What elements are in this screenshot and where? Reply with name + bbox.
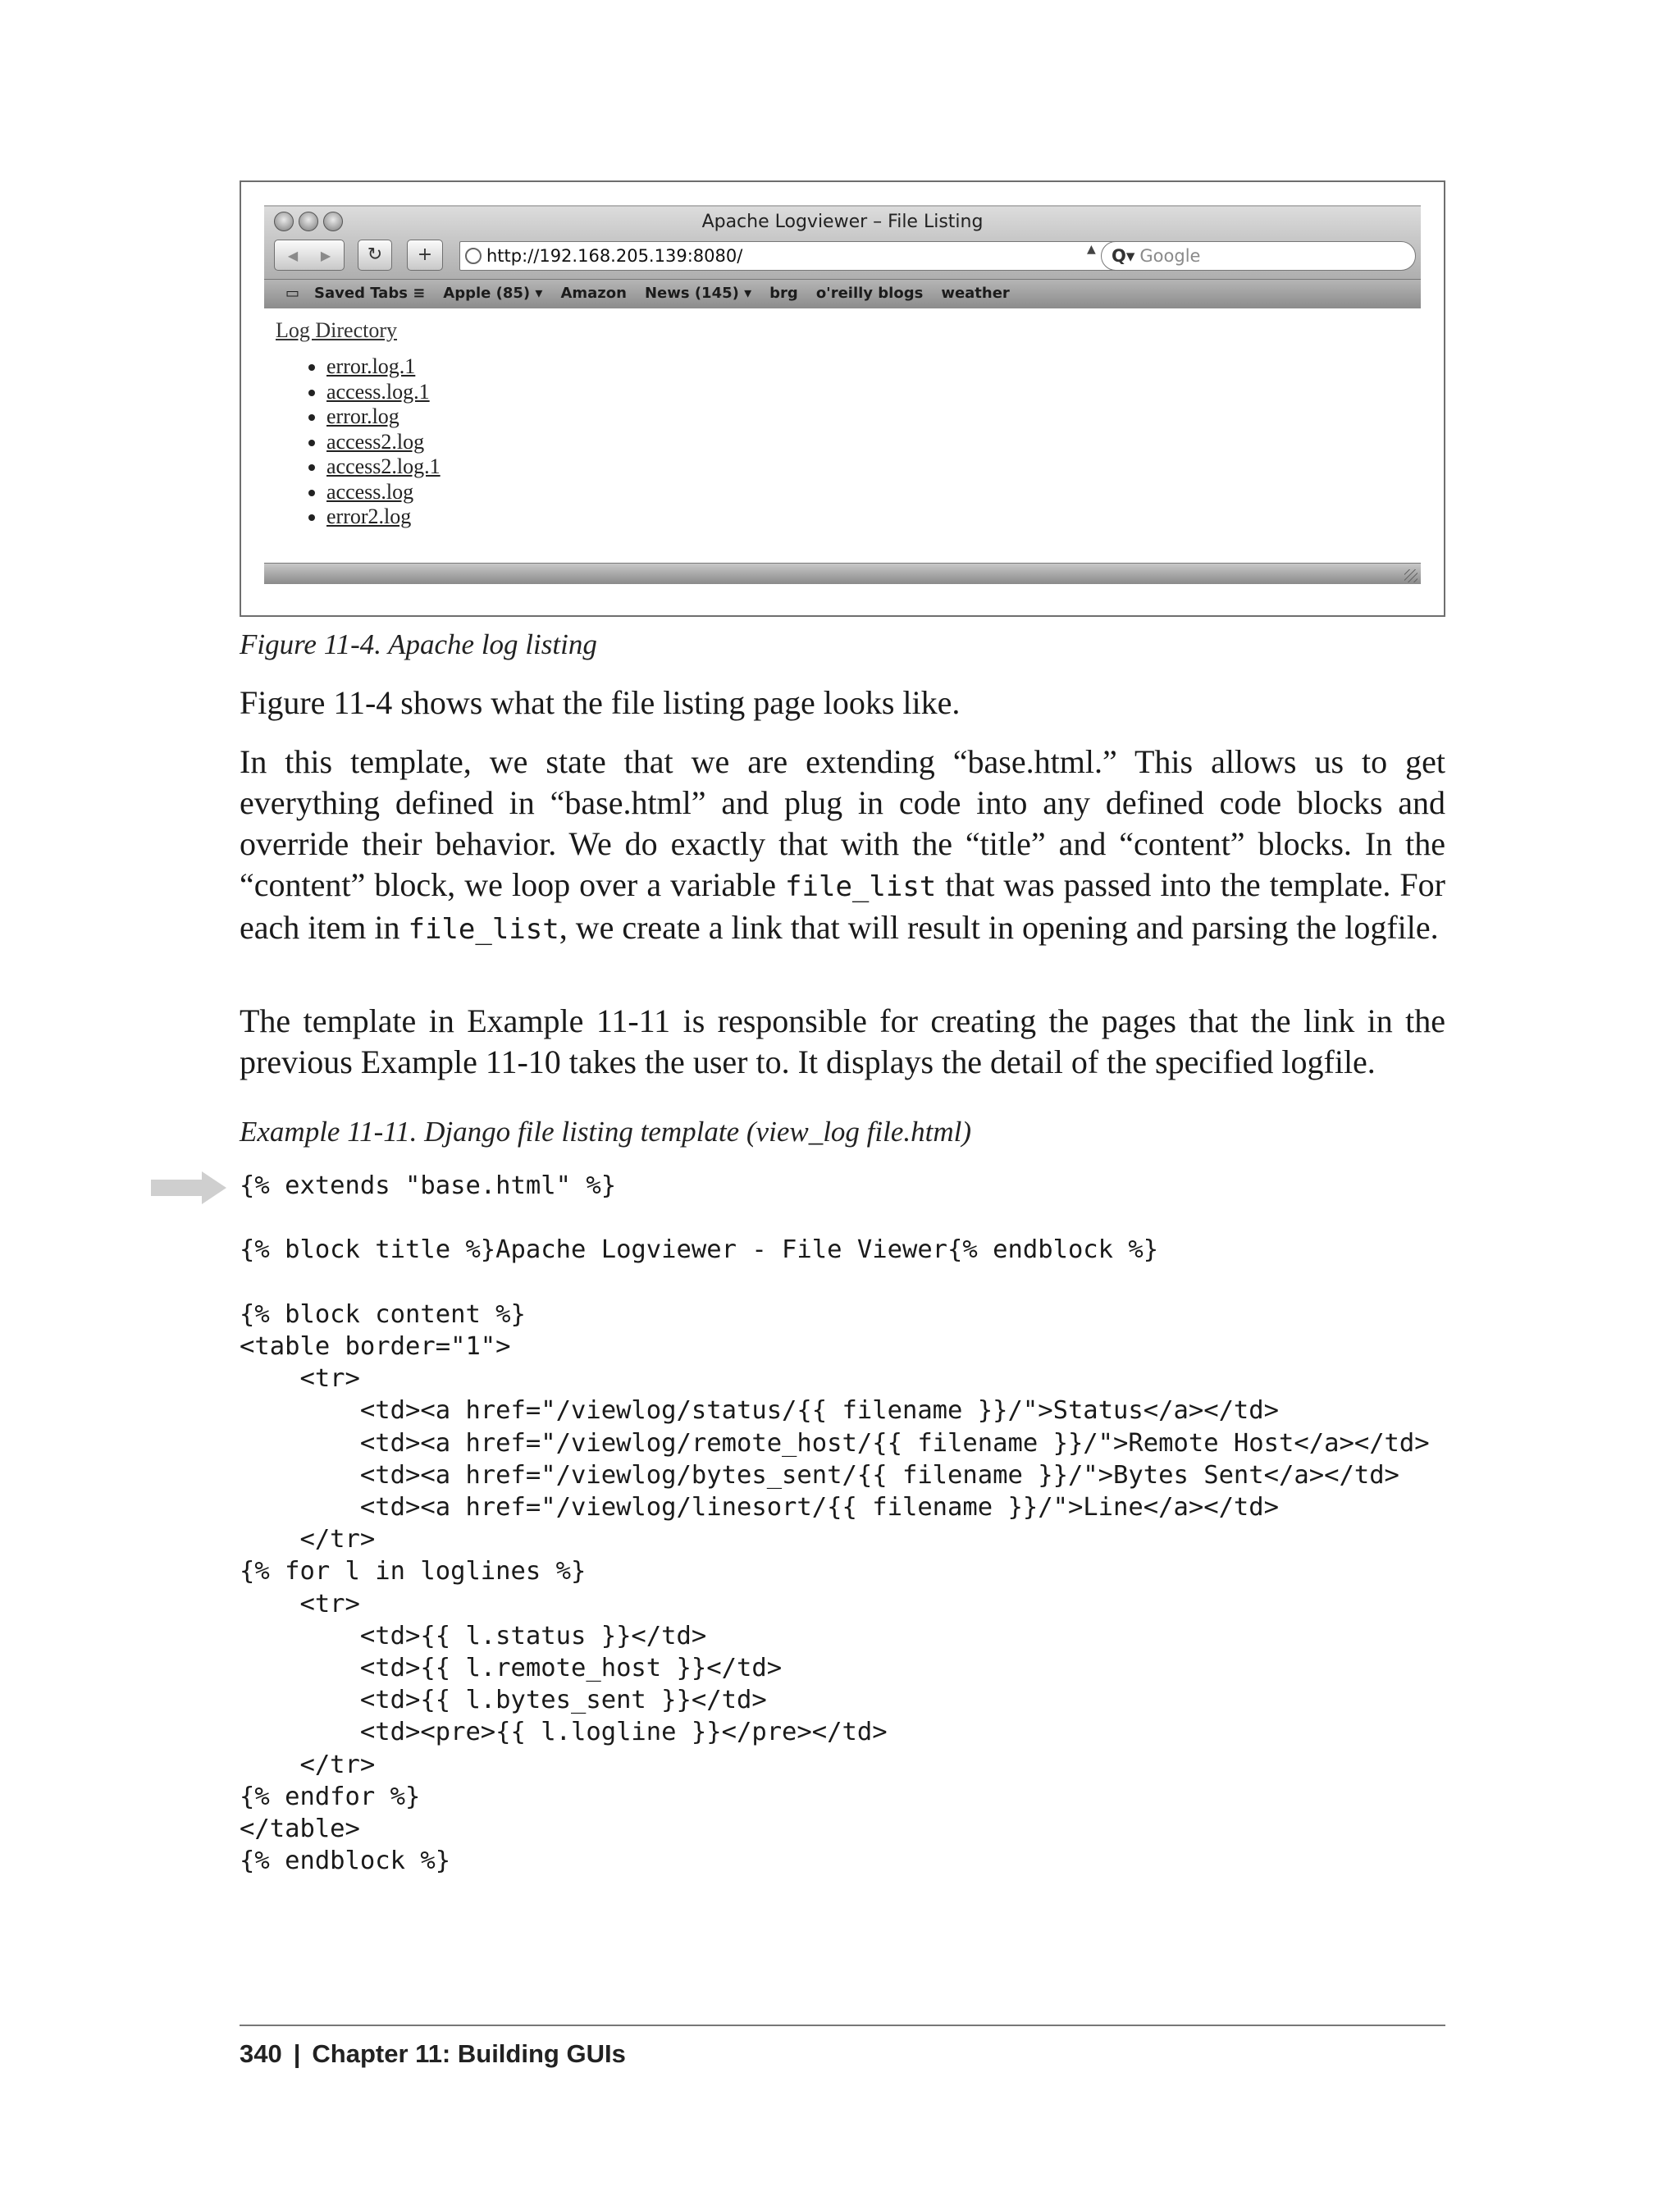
bookmark-item[interactable]: weather (941, 285, 1010, 302)
browser-titlebar (264, 205, 1421, 308)
list-item (326, 354, 441, 380)
back-arrow-icon[interactable]: ◀ (287, 248, 299, 263)
inline-code: file_list (785, 870, 937, 903)
reload-button[interactable] (358, 240, 392, 271)
file-link[interactable]: access2.log (326, 429, 425, 454)
file-link[interactable]: error.log (326, 404, 399, 428)
list-item (326, 454, 441, 480)
bookmark-item[interactable]: o'reilly blogs (815, 285, 924, 302)
footer-rule (240, 2025, 1445, 2026)
page-number: 340 (240, 2039, 282, 2068)
list-item (326, 430, 441, 455)
list-item (326, 480, 441, 505)
arrow-right-icon (151, 1171, 226, 1204)
code-listing: {% extends "base.html" %} {% block title %}Apache Logviewer - File Viewer{% endblock %} {% block content %} <table border="1"> <tr> <td><a href="/viewlog/status/{{ filename }}/">Status</a></td> <td><a href="/viewlog/remote_host/{{ filename }}/">Remote Host</a></td> <td><a href="/viewlog/bytes_sent/{{ filename }}/">Bytes Sent</a></td> <td><a href="/viewlog/linesort/{{ filename }}/">Line</a></td> </tr> {% for l in loglines %} <tr> <td>{{ l.status }}</td> <td>{{ l.remote_host }}</td> <td>{{ l.bytes_sent }}</td> <td><pre>{{ l.logline }}</pre></td> </tr> {% endfor %} </table> {% endblock %} (240, 1171, 1430, 1876)
plus-icon: + (417, 244, 433, 265)
forward-arrow-icon[interactable]: ▶ (320, 248, 331, 263)
bookmark-item[interactable]: News (145) ▾ (644, 285, 752, 302)
list-item (326, 380, 441, 405)
bookmark-item[interactable]: Saved Tabs ≡ (314, 285, 426, 302)
figure-caption: Figure 11-4. Apache log listing (240, 628, 597, 660)
page-title-link[interactable]: Log Directory (276, 318, 398, 342)
figure-frame (240, 180, 1445, 617)
file-link[interactable]: error2.log (326, 504, 412, 528)
search-input[interactable] (1101, 241, 1416, 271)
paragraph-3: The template in Example 11-11 is responsible for creating the pages that the link in the previous Example 11-10 takes the user to. It displays the detail of the specified logfile. (240, 1002, 1445, 1080)
list-item (326, 404, 441, 430)
globe-icon (465, 248, 482, 264)
file-link[interactable]: access2.log.1 (326, 454, 441, 478)
book-icon[interactable]: ▭ (285, 285, 300, 302)
browser-page-content (264, 308, 1421, 563)
reload-icon: ↻ (367, 244, 383, 265)
page-footer (240, 2039, 626, 2069)
chevron-up-icon[interactable]: ▲ (1087, 243, 1096, 256)
paragraph-2 (240, 742, 1445, 950)
paragraph-1: Figure 11-4 shows what the file listing page looks like. (240, 684, 961, 721)
file-list (305, 354, 441, 530)
bookmark-item[interactable]: brg (769, 285, 798, 302)
back-forward-buttons[interactable] (274, 240, 345, 271)
search-placeholder: Google (1139, 246, 1201, 266)
footer-separator: | (293, 2039, 301, 2068)
example-title: Example 11-11. Django file listing template (view_log file.html) (240, 1116, 972, 1148)
inline-code: file_list (408, 913, 559, 946)
browser-window (264, 205, 1421, 607)
file-link[interactable]: access.log.1 (326, 379, 430, 404)
bookmarks-bar (264, 279, 1421, 308)
list-item (326, 504, 441, 530)
bookmark-item[interactable]: Amazon (560, 285, 627, 302)
search-icon: Q▾ (1112, 246, 1135, 266)
window-title: Apache Logviewer – File Listing (701, 212, 984, 232)
bookmark-item[interactable]: Apple (85) ▾ (443, 285, 543, 302)
paragraph-2-text: , we create a link that will result in opening and parsing the logfile. (559, 909, 1439, 946)
paragraph-2-text: that was passed into the template. For each item in (240, 866, 1446, 946)
add-bookmark-button[interactable] (407, 240, 443, 271)
file-link[interactable]: error.log.1 (326, 354, 416, 378)
file-link[interactable]: access.log (326, 479, 414, 504)
url-text: http://192.168.205.139:8080/ (486, 246, 743, 266)
resize-grip-icon[interactable] (1404, 569, 1418, 582)
paragraph-2-text: In this template, we state that we are extending “base.html.” This allows us to get everything defined in “base.html” and plug in code into any defined code blocks and override their behavior. We do exactly that with the “title” and “content” blocks. In the “content” block, we loop over a variable (240, 743, 1445, 903)
chapter-title: Chapter 11: Building GUIs (312, 2039, 626, 2068)
status-bar (264, 563, 1421, 584)
